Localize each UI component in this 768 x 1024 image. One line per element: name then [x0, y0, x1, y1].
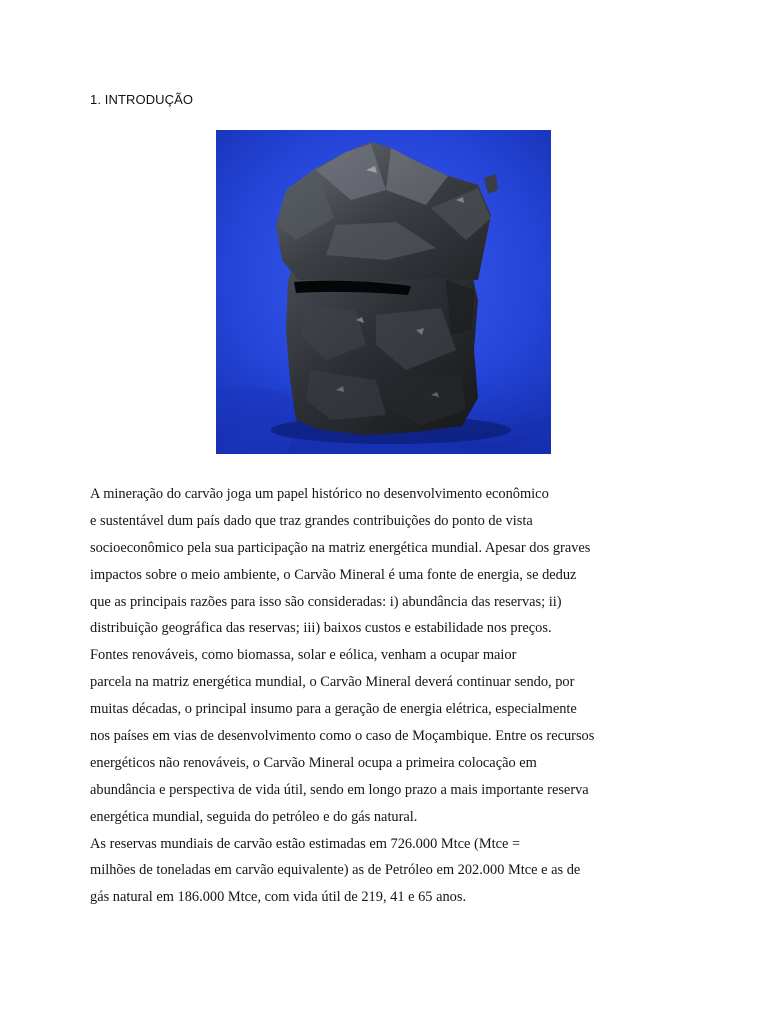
body-line: impactos sobre o meio ambiente, o Carvão Mineral é uma fonte de energia, se deduz: [90, 566, 577, 583]
body-line: gás natural em 186.000 Mtce, com vida útil de 219, 41 e 65 anos.: [90, 889, 467, 906]
section-heading: 1. INTRODUÇÃO: [90, 92, 194, 107]
coal-lump-photo: [216, 130, 551, 454]
body-paragraph: [90, 481, 690, 911]
body-line: A mineração do carvão joga um papel histórico no desenvolvimento econômico: [90, 486, 549, 502]
body-line: muitas décadas, o principal insumo para a geração de energia elétrica, especialmente: [90, 701, 577, 718]
body-line: socioeconômico pela sua participação na matriz energética mundial. Apesar dos graves: [90, 539, 591, 556]
body-line: energética mundial, seguida do petróleo e do gás natural.: [90, 808, 418, 825]
body-line: energéticos não renováveis, o Carvão Mineral ocupa a primeira colocação em: [90, 754, 537, 771]
body-line: As reservas mundiais de carvão estão estimadas em 726.000 Mtce (Mtce =: [90, 835, 521, 852]
body-line: distribuição geográfica das reservas; iii) baixos custos e estabilidade nos preços.: [90, 620, 552, 637]
body-line: milhões de toneladas em carvão equivalente) as de Petróleo em 202.000 Mtce e as de: [90, 862, 581, 879]
body-line: nos países em vias de desenvolvimento como o caso de Moçambique. Entre os recursos: [90, 728, 595, 745]
body-line: que as principais razões para isso são consideradas: i) abundância das reservas; ii): [90, 593, 562, 610]
body-line: parcela na matriz energética mundial, o Carvão Mineral deverá continuar sendo, por: [90, 674, 575, 691]
body-line: e sustentável dum país dado que traz grandes contribuições do ponto de vista: [90, 512, 533, 529]
body-line: Fontes renováveis, como biomassa, solar e eólica, venham a ocupar maior: [90, 647, 517, 664]
body-line: abundância e perspectiva de vida útil, sendo em longo prazo a mais importante reserva: [90, 781, 589, 798]
